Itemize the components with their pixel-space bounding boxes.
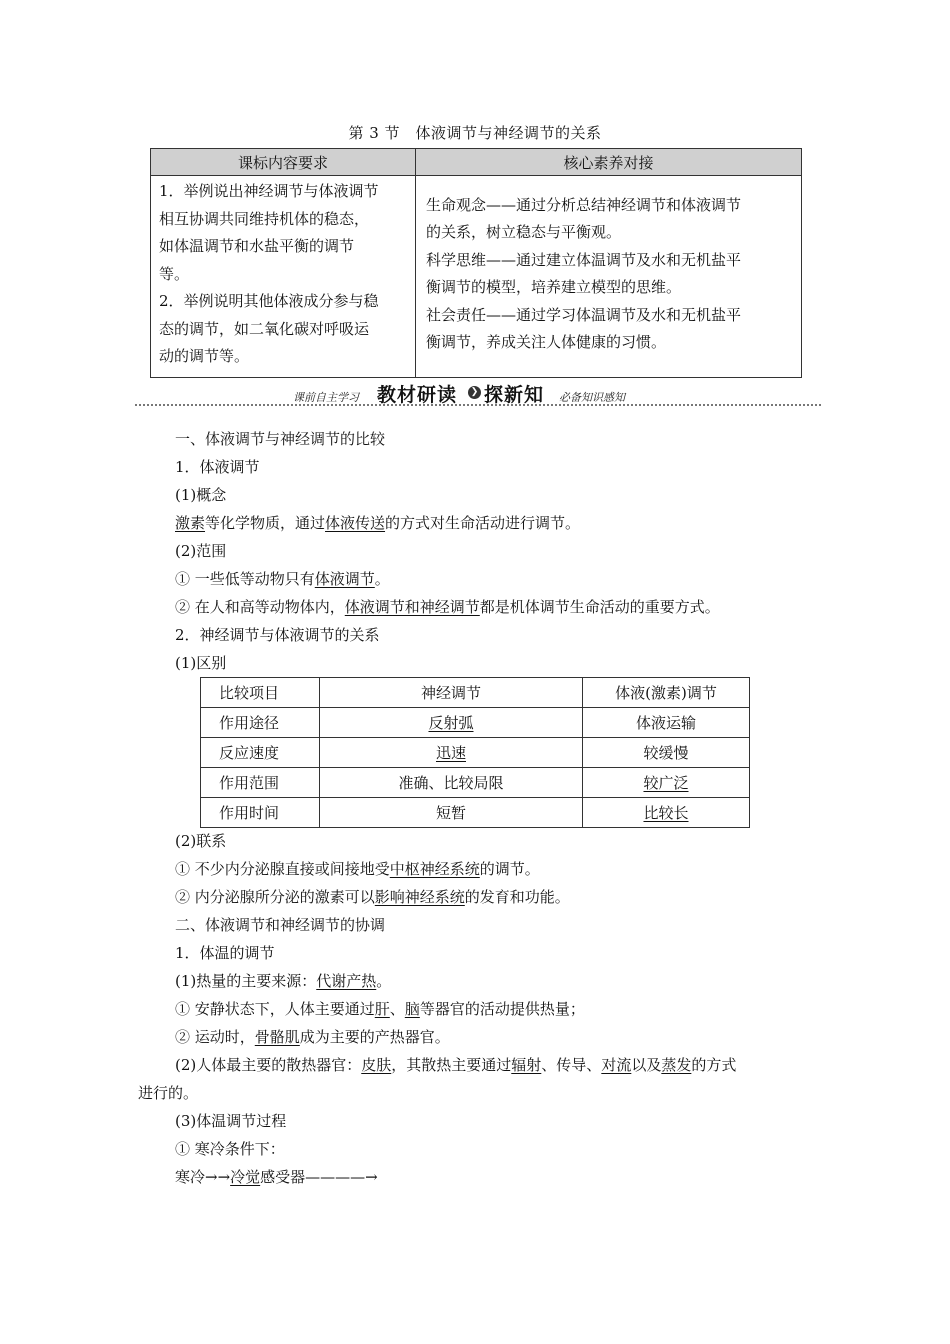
answer: 较广泛 <box>643 774 689 792</box>
cell-text: 作用途径 <box>219 714 280 732</box>
literacy-line: 生命观念——通过分析总结神经调节和体液调节 <box>426 195 742 214</box>
heading-2: 二、体液调节和神经调节的协调 <box>175 916 386 934</box>
text: ① 安静状态下，人体主要通过 <box>175 1000 375 1018</box>
paragraph-continuation: 进行的。 <box>138 1084 199 1102</box>
literacy-line: 的关系，树立稳态与平衡观。 <box>426 223 622 242</box>
subheading: (3)体温调节过程 <box>175 1112 287 1130</box>
table-cell <box>320 768 583 798</box>
answer: 辐射 <box>511 1056 542 1074</box>
text: 的方式对生命活动进行调节。 <box>385 514 581 532</box>
banner-title-right: 探新知 <box>484 384 545 406</box>
answer: 反射弧 <box>428 714 474 732</box>
answer: 冷觉 <box>230 1168 261 1186</box>
text: ② 运动时， <box>175 1028 255 1046</box>
literacy-line: 社会责任——通过学习体温调节及水和无机盐平 <box>426 305 742 324</box>
text: ① 不少内分泌腺直接或间接地受 <box>175 860 390 878</box>
table-cell <box>320 798 583 828</box>
paragraph <box>175 858 540 879</box>
section-title: 第 3 节 体液调节与神经调节的关系 <box>348 124 602 142</box>
text: ，其散热主要通过 <box>391 1056 512 1074</box>
text: 的方式 <box>691 1056 737 1074</box>
answer: 比较长 <box>643 804 689 822</box>
paragraph <box>175 970 391 991</box>
paragraph <box>175 512 580 533</box>
cell-text: 作用时间 <box>219 804 280 822</box>
paragraph <box>175 596 720 617</box>
text: 。 <box>374 570 390 588</box>
requirement-line: 2．举例说明其他体液成分参与稳 <box>159 292 379 310</box>
table-cell <box>320 678 583 708</box>
paragraph <box>175 1026 450 1047</box>
text: 都是机体调节生命活动的重要方式。 <box>479 598 720 616</box>
text: ① 一些低等动物只有 <box>175 570 315 588</box>
table-cell <box>320 708 583 738</box>
text: ② 内分泌腺所分泌的激素可以 <box>175 888 375 906</box>
cell-text: 体液(激素)调节 <box>615 684 717 702</box>
paragraph <box>175 886 570 907</box>
paragraph <box>175 1054 736 1075</box>
cell-text: 作用范围 <box>219 774 280 792</box>
text: 的发育和功能。 <box>464 888 570 906</box>
answer: 皮肤 <box>361 1056 392 1074</box>
answer: 影响神经系统 <box>374 888 465 906</box>
table-cell <box>320 738 583 768</box>
literacy-line: 衡调节的模型，培养建立模型的思维。 <box>426 278 682 297</box>
text: (1)热量的主要来源： <box>175 972 317 990</box>
requirement-line: 态的调节，如二氧化碳对呼吸运 <box>159 319 370 338</box>
text: 寒冷→→ <box>175 1168 231 1186</box>
curriculum-requirements <box>151 176 416 378</box>
answer: 激素 <box>175 514 206 532</box>
comparison-table <box>200 677 750 828</box>
answer: 代谢产热 <box>316 972 377 990</box>
literacy-header: 核心素养对接 <box>416 149 802 176</box>
answer: 体液调节和神经调节 <box>344 598 480 616</box>
paragraph <box>175 568 390 589</box>
table-cell <box>201 738 320 768</box>
cell-text: 短暂 <box>435 804 466 822</box>
answer: 肝 <box>374 1000 390 1018</box>
answer: 脑 <box>404 1000 420 1018</box>
curriculum-header: 课标内容要求 <box>151 149 416 176</box>
table-row <box>201 708 750 738</box>
answer: 体液调节 <box>314 570 375 588</box>
core-literacy <box>416 176 802 378</box>
arrow-icon: ❯ <box>468 386 481 399</box>
text: 、 <box>389 1000 405 1018</box>
cell-text: 体液运输 <box>635 714 696 732</box>
table-cell <box>201 798 320 828</box>
heading-1: 一、体液调节与神经调节的比较 <box>175 430 386 448</box>
table-cell <box>583 768 750 798</box>
banner-divider <box>135 404 821 406</box>
requirement-line: 相互协调共同维持机体的稳态， <box>159 209 370 228</box>
text: 。 <box>376 972 392 990</box>
table-cell <box>583 678 750 708</box>
subheading: (2)联系 <box>175 832 227 850</box>
paragraph <box>175 998 585 1019</box>
text: 、传导、 <box>541 1056 602 1074</box>
table-cell <box>201 768 320 798</box>
banner-left-label: 课前自主学习 <box>293 391 359 404</box>
table-row <box>201 798 750 828</box>
cell-text: 准确、比较局限 <box>398 774 504 792</box>
answer: 骨骼肌 <box>254 1028 300 1046</box>
subheading: 1．体液调节 <box>175 458 260 476</box>
text: 感受器————→ <box>260 1168 378 1186</box>
paragraph: ① 寒冷条件下： <box>175 1140 285 1158</box>
requirement-line: 动的调节等。 <box>159 347 250 365</box>
subheading: (2)范围 <box>175 542 227 560</box>
table-row <box>201 738 750 768</box>
flow-line <box>175 1166 378 1187</box>
answer: 体液传送 <box>325 514 386 532</box>
table-cell <box>201 678 320 708</box>
literacy-line: 科学思维——通过建立体温调节及水和无机盐平 <box>426 250 742 269</box>
answer: 蒸发 <box>661 1056 692 1074</box>
cell-text: 反应速度 <box>219 744 280 762</box>
answer: 对流 <box>601 1056 632 1074</box>
table-row <box>201 678 750 708</box>
answer: 中枢神经系统 <box>389 860 480 878</box>
requirement-line: 如体温调节和水盐平衡的调节 <box>159 237 355 255</box>
text: 的调节。 <box>479 860 540 878</box>
curriculum-table <box>150 148 802 378</box>
cell-text: 比较项目 <box>219 684 280 702</box>
table-row <box>201 768 750 798</box>
table-cell <box>201 708 320 738</box>
banner-right-label: 必备知识感知 <box>559 391 625 404</box>
cell-text: 较缓慢 <box>643 744 689 762</box>
table-cell <box>583 738 750 768</box>
subheading: 2．神经调节与体液调节的关系 <box>175 626 380 644</box>
text: 成为主要的产热器官。 <box>299 1028 450 1046</box>
text: 以及 <box>631 1056 662 1074</box>
table-cell <box>583 798 750 828</box>
cell-text: 神经调节 <box>420 684 481 702</box>
requirement-line: 等。 <box>159 264 190 283</box>
subheading: 1．体温的调节 <box>175 944 275 962</box>
text: 等化学物质，通过 <box>205 514 326 532</box>
requirement-line: 1．举例说出神经调节与体液调节 <box>159 182 379 200</box>
banner-title-left: 教材研读 <box>377 384 458 406</box>
subheading: (1)概念 <box>175 486 227 504</box>
literacy-line: 衡调节，养成关注人体健康的习惯。 <box>426 333 667 352</box>
section-banner <box>135 380 821 410</box>
answer: 迅速 <box>435 744 466 762</box>
subheading: (1)区别 <box>175 654 227 672</box>
text: ② 在人和高等动物体内， <box>175 598 345 616</box>
table-cell <box>583 708 750 738</box>
text: 等器官的活动提供热量； <box>419 1000 585 1018</box>
text: (2)人体最主要的散热器官： <box>175 1056 362 1074</box>
